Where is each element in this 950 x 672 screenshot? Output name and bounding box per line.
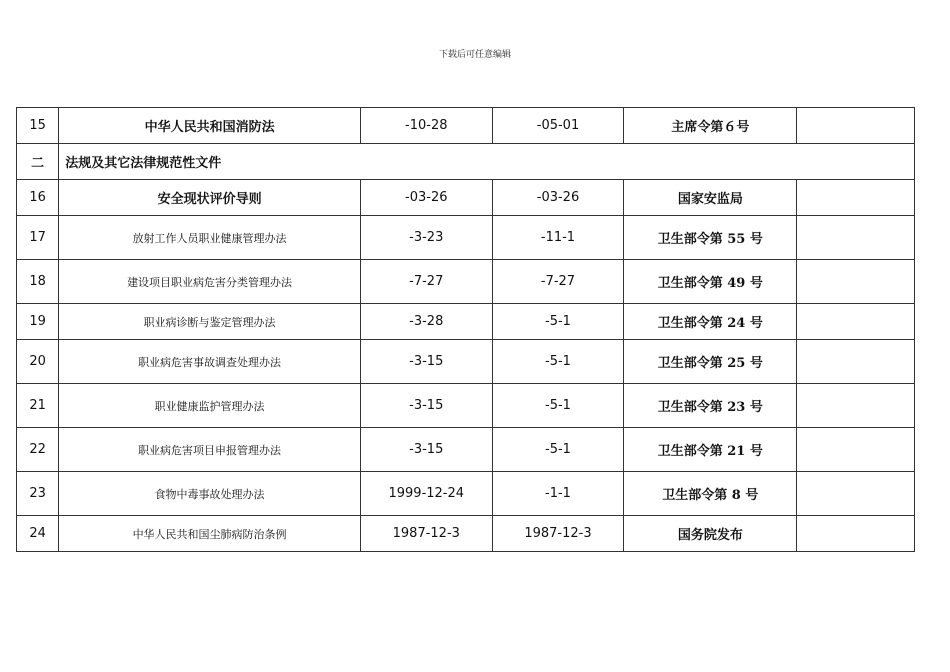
extra-cell — [797, 108, 915, 144]
row-number: 18 — [17, 260, 59, 304]
effective-date: 1987-12-3 — [492, 516, 624, 552]
regulation-name: 放射工作人员职业健康管理办法 — [59, 216, 361, 260]
issuer: 卫生部令第 24 号 — [624, 304, 797, 340]
issuer: 卫生部令第 25 号 — [624, 340, 797, 384]
regulation-name: 食物中毒事故处理办法 — [59, 472, 361, 516]
regulation-name: 中华人民共和国消防法 — [59, 108, 361, 144]
effective-date: -03-26 — [492, 180, 624, 216]
issue-date: -3-28 — [360, 304, 492, 340]
effective-date: -11-1 — [492, 216, 624, 260]
section-title: 法规及其它法律规范性文件 — [59, 144, 915, 180]
issue-date: -7-27 — [360, 260, 492, 304]
issue-date: -10-28 — [360, 108, 492, 144]
issuer: 国家安监局 — [624, 180, 797, 216]
effective-date: -1-1 — [492, 472, 624, 516]
extra-cell — [797, 472, 915, 516]
regulation-name: 职业病诊断与鉴定管理办法 — [59, 304, 361, 340]
table-row — [17, 340, 915, 384]
issuer: 卫生部令第 8 号 — [624, 472, 797, 516]
effective-date: -5-1 — [492, 428, 624, 472]
row-number: 24 — [17, 516, 59, 552]
effective-date: -5-1 — [492, 340, 624, 384]
regulation-name: 职业病危害事故调查处理办法 — [59, 340, 361, 384]
issuer: 卫生部令第 55 号 — [624, 216, 797, 260]
issue-date: -3-15 — [360, 340, 492, 384]
table-row — [17, 108, 915, 144]
table-row — [17, 260, 915, 304]
row-number: 21 — [17, 384, 59, 428]
regulation-name: 安全现状评价导则 — [59, 180, 361, 216]
extra-cell — [797, 340, 915, 384]
effective-date: -5-1 — [492, 384, 624, 428]
extra-cell — [797, 216, 915, 260]
regulation-name: 建设项目职业病危害分类管理办法 — [59, 260, 361, 304]
regulation-name: 职业健康监护管理办法 — [59, 384, 361, 428]
table-row — [17, 180, 915, 216]
row-number: 15 — [17, 108, 59, 144]
table-row — [17, 516, 915, 552]
table-row — [17, 384, 915, 428]
issue-date: -03-26 — [360, 180, 492, 216]
extra-cell — [797, 304, 915, 340]
row-number: 20 — [17, 340, 59, 384]
issue-date: -3-15 — [360, 428, 492, 472]
extra-cell — [797, 428, 915, 472]
effective-date: -7-27 — [492, 260, 624, 304]
extra-cell — [797, 384, 915, 428]
issuer: 国务院发布 — [624, 516, 797, 552]
table-row — [17, 304, 915, 340]
row-number: 23 — [17, 472, 59, 516]
regulation-name: 职业病危害项目申报管理办法 — [59, 428, 361, 472]
issue-date: 1999-12-24 — [360, 472, 492, 516]
issuer: 卫生部令第 21 号 — [624, 428, 797, 472]
issue-date: 1987-12-3 — [360, 516, 492, 552]
issuer: 卫生部令第 49 号 — [624, 260, 797, 304]
table-row — [17, 216, 915, 260]
row-number: 22 — [17, 428, 59, 472]
issue-date: -3-15 — [360, 384, 492, 428]
effective-date: -5-1 — [492, 304, 624, 340]
extra-cell — [797, 516, 915, 552]
extra-cell — [797, 260, 915, 304]
table-row — [17, 472, 915, 516]
section-number: 二 — [17, 144, 59, 180]
row-number: 17 — [17, 216, 59, 260]
table-row — [17, 428, 915, 472]
regulations-table — [16, 107, 915, 552]
issue-date: -3-23 — [360, 216, 492, 260]
extra-cell — [797, 180, 915, 216]
issuer: 主席令第６号 — [624, 108, 797, 144]
row-number: 19 — [17, 304, 59, 340]
page-header-note: 下载后可任意编辑 — [438, 50, 511, 60]
effective-date: -05-01 — [492, 108, 624, 144]
row-number: 16 — [17, 180, 59, 216]
issuer: 卫生部令第 23 号 — [624, 384, 797, 428]
section-row — [17, 144, 915, 180]
regulation-name: 中华人民共和国尘肺病防治条例 — [59, 516, 361, 552]
